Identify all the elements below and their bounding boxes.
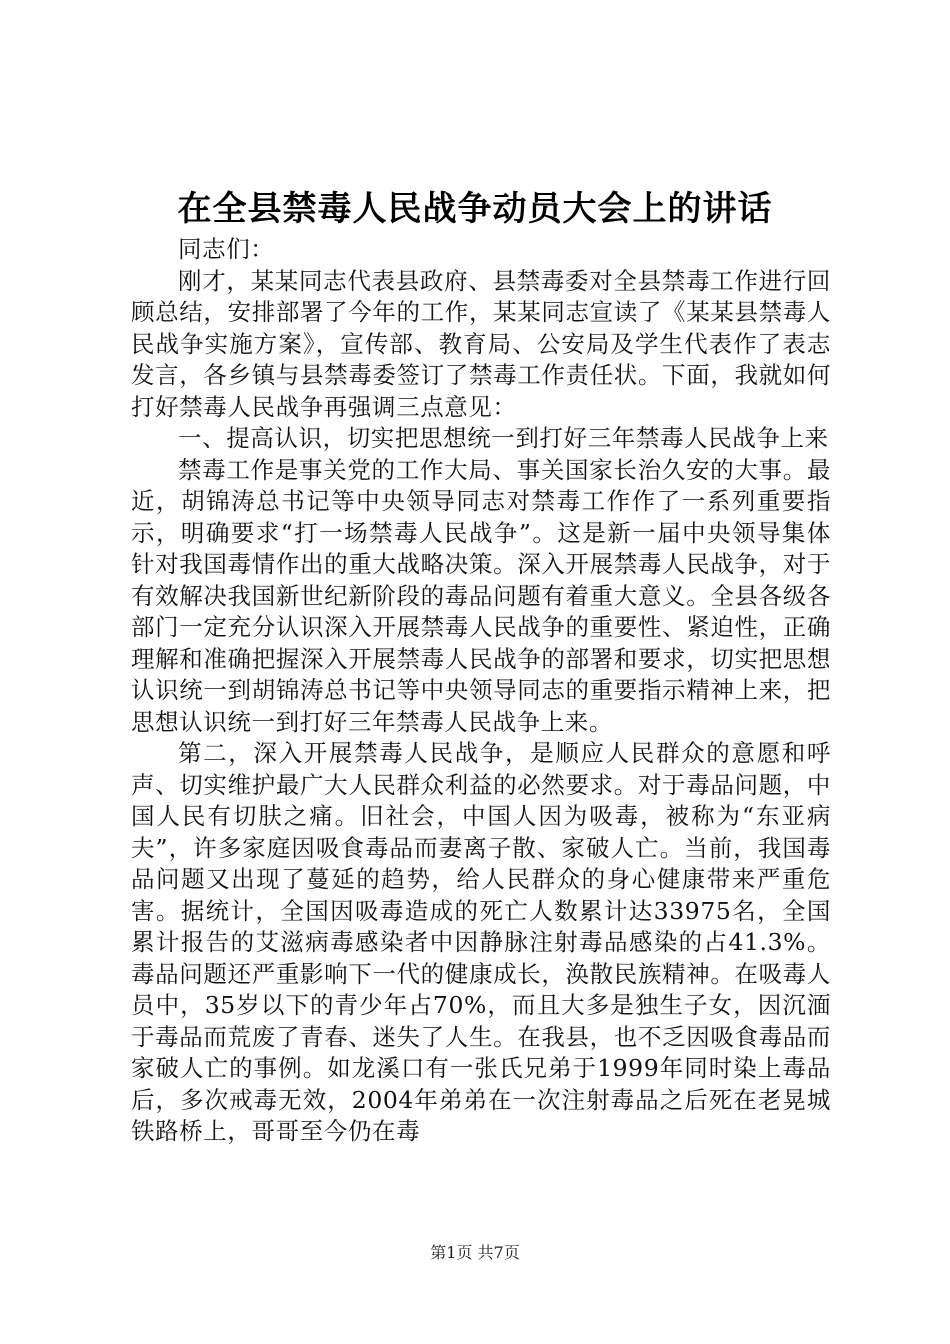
paragraph-second-point: 第二，深入开展禁毒人民战争，是顺应人民群众的意愿和呼声、切实维护最广大人民群众利益的必然要求。对于毒品问题，中国人民有切肤之痛。旧社会，中国人因为吸毒，被称为“东亚病夫”，许多家庭因吸食毒品而妻离子散、家破人亡。当前，我国毒品问题又出现了蔓延的趋势，给人民群众的身心健康带来严重危害。据统计，全国因吸毒造成的死亡人数累计达33975名，全国累计报告的艾滋病毒感染者中因静脉注射毒品感染的占41.3%。毒品问题还严重影响下一代的健康成长，涣散民族精神。在吸毒人员中，35岁以下的青少年占70%，而且大多是独生子女，因沉湎于毒品而荒废了青春、迷失了人生。在我县，也不乏因吸食毒品而家破人亡的事例。如龙溪口有一张氏兄弟于1999年同时染上毒品后，多次戒毒无效，2004年弟弟在一次注射毒品之后死在老晃城铁路桥上，哥哥至今仍在毒 — [131, 739, 831, 1145]
paragraph-opening: 刚才，某某同志代表县政府、县禁毒委对全县禁毒工作进行回顾总结，安排部署了今年的工作，某某同志宣读了《某某县禁毒人民战争实施方案》，宣传部、教育局、公安局及学生代表作了表志发言，各乡镇与县禁毒委签订了禁毒工作责任状。下面，我就如何打好禁毒人民战争再强调三点意见： — [131, 266, 831, 421]
document-body — [131, 234, 831, 1148]
paragraph-importance: 禁毒工作是事关党的工作大局、事关国家长治久安的大事。最近，胡锦涛总书记等中央领导同志对禁毒工作作了一系列重要指示，明确要求“打一场禁毒人民战争”。这是新一届中央领导集体针对我国毒情作出的重大战略决策。深入开展禁毒人民战争，对于有效解决我国新世纪新阶段的毒品问题有着重大意义。全县各级各部门一定充分认识深入开展禁毒人民战争的重要性、紧迫性，正确理解和准确把握深入开展禁毒人民战争的部署和要求，切实把思想认识统一到胡锦涛总书记等中央领导同志的重要指示精神上来，把思想认识统一到打好三年禁毒人民战争上来。 — [131, 455, 831, 736]
page-number-footer: 第1页 共7页 — [430, 1243, 520, 1262]
section-heading-one: 一、提高认识，切实把思想统一到打好三年禁毒人民战争上来 — [178, 424, 829, 452]
document-title: 在全县禁毒人民战争动员大会上的讲话 — [177, 189, 773, 229]
salutation: 同志们： — [178, 235, 275, 263]
